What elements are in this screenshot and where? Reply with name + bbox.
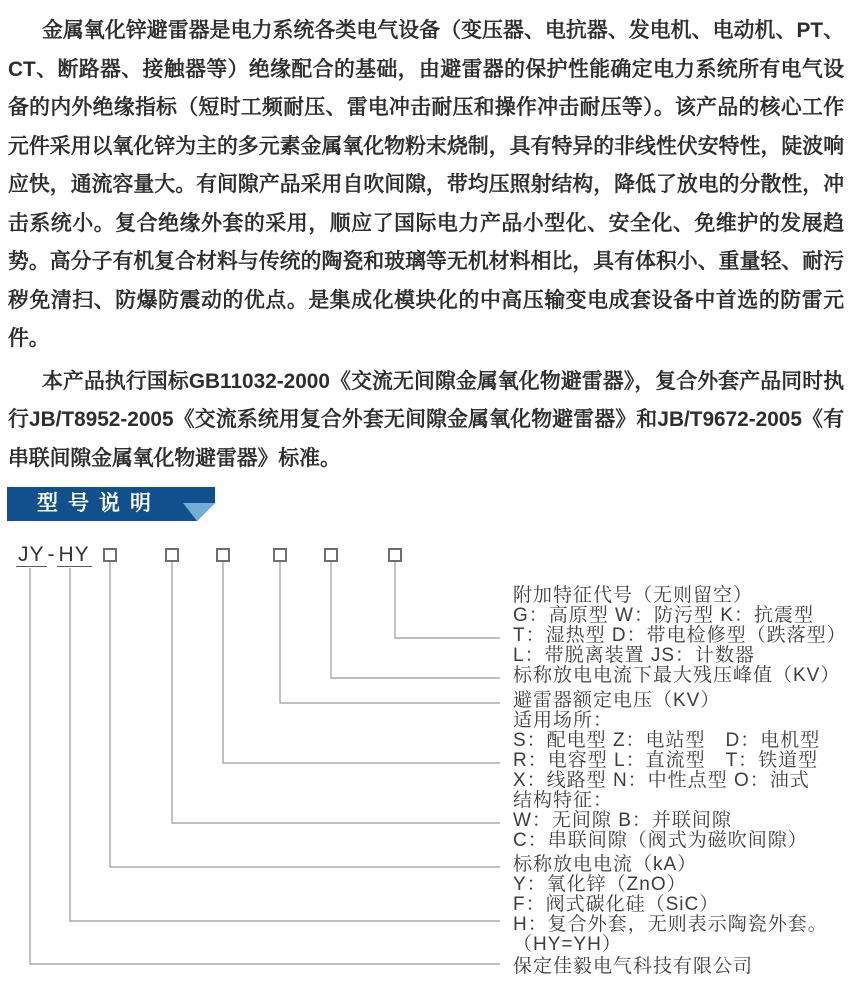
model-label-line: R：电容型 L：直流型 T：铁道型 bbox=[513, 750, 819, 771]
model-label-line: 适用场所： bbox=[513, 710, 614, 731]
model-label-line: 避雷器额定电压（KV） bbox=[513, 690, 721, 711]
section-title: 型号说明 bbox=[37, 492, 161, 515]
model-label-line: 结构特征： bbox=[513, 790, 614, 811]
model-label-line: Y：氧化锌（ZnO） bbox=[513, 874, 687, 895]
model-label-line: （HY=YH） bbox=[513, 934, 622, 955]
model-code-separator: - bbox=[47, 543, 56, 566]
model-label-line: 附加特征代号（无则留空） bbox=[513, 585, 754, 606]
connector-discharge-current bbox=[110, 562, 500, 867]
model-label-block bbox=[513, 585, 847, 977]
connector-housing bbox=[70, 568, 500, 921]
model-placeholder-box bbox=[273, 548, 287, 562]
model-label-group bbox=[513, 585, 847, 666]
model-code-part2: HY bbox=[58, 543, 90, 566]
section-banner bbox=[7, 487, 215, 521]
connector-structure bbox=[172, 562, 500, 823]
model-label-line: W：无间隙 B：并联间隙 bbox=[513, 810, 732, 831]
model-label-line: H：复合外套，无则表示陶瓷外套。 bbox=[513, 914, 828, 935]
intro-text bbox=[8, 12, 844, 478]
model-label-line: 标称放电电流下最大残压峰值（KV） bbox=[513, 665, 841, 686]
model-label-line: X：线路型 N：中性点型 O：油式 bbox=[513, 770, 810, 791]
connector-residual-voltage bbox=[331, 562, 500, 678]
model-label-line: G：高原型 W：防污型 K：抗震型 bbox=[513, 605, 814, 626]
model-code bbox=[16, 544, 92, 566]
model-label-line: F：阀式碳化硅（SiC） bbox=[513, 894, 720, 915]
connector-extra-feature bbox=[395, 562, 500, 638]
model-placeholder-box bbox=[165, 548, 179, 562]
model-label-line: S：配电型 Z：电站型 D：电机型 bbox=[513, 730, 821, 751]
connector-application bbox=[223, 562, 500, 763]
model-label-group bbox=[513, 711, 843, 791]
model-code-part1: JY bbox=[18, 543, 45, 566]
intro-paragraph-1: 金属氧化锌避雷器是电力系统各类电气设备（变压器、电抗器、发电机、电动机、PT、CT、断路器、接触器等）绝缘配合的基础，由避雷器的保护性能确定电力系统所有电气设备的内外绝缘指标（短时工频耐压、雷电冲击耐压和操作冲击耐压等）。该产品的核心工作元件采用以氧化锌为主的多元素金属氧化物粉末烧制，具有特异的非线性伏安特性，陡波响应快，通流容量大。有间隙产品采用自吹间隙，带均压照射结构，降低了放电的分散性，冲击系统小。复合绝缘外套的采用，顺应了国际电力产品小型化、安全化、免维护的发展趋势。高分子有机复合材料与传统的陶瓷和玻璃等无机材料相比，具有体积小、重量轻、耐污秽免清扫、防爆防震动的优点。是集成化模块化的中高压输变电成套设备中首选的防雷元件。 bbox=[8, 19, 844, 350]
model-label-group bbox=[513, 855, 843, 955]
model-label-group bbox=[513, 666, 843, 686]
model-label-group bbox=[513, 957, 843, 977]
connector-company bbox=[30, 568, 500, 964]
model-label-group bbox=[513, 691, 843, 711]
model-label-line: C：串联间隙（阀式为磁吹间隙） bbox=[513, 830, 808, 851]
intro-paragraph-2: 本产品执行国标GB11032-2000《交流无间隙金属氧化物避雷器》，复合外套产品同时执行JB/T8952-2005《交流系统用复合外套无间隙金属氧化物避雷器》和JB/T9672-2005《有串联间隙金属氧化物避雷器》标准。 bbox=[8, 369, 844, 470]
model-label-line: 标称放电电流（kA） bbox=[513, 854, 698, 875]
model-placeholder-box bbox=[103, 548, 117, 562]
model-label-line: T：湿热型 D：带电检修型（跌落型） bbox=[513, 625, 847, 646]
model-placeholder-box bbox=[324, 548, 338, 562]
model-placeholder-box bbox=[388, 548, 402, 562]
connector-rated-voltage bbox=[280, 562, 500, 703]
model-placeholder-box bbox=[216, 548, 230, 562]
model-label-line: 保定佳毅电气科技有限公司 bbox=[513, 956, 754, 977]
model-label-line: L：带脱离装置 JS：计数器 bbox=[513, 645, 756, 666]
model-label-group bbox=[513, 791, 843, 851]
